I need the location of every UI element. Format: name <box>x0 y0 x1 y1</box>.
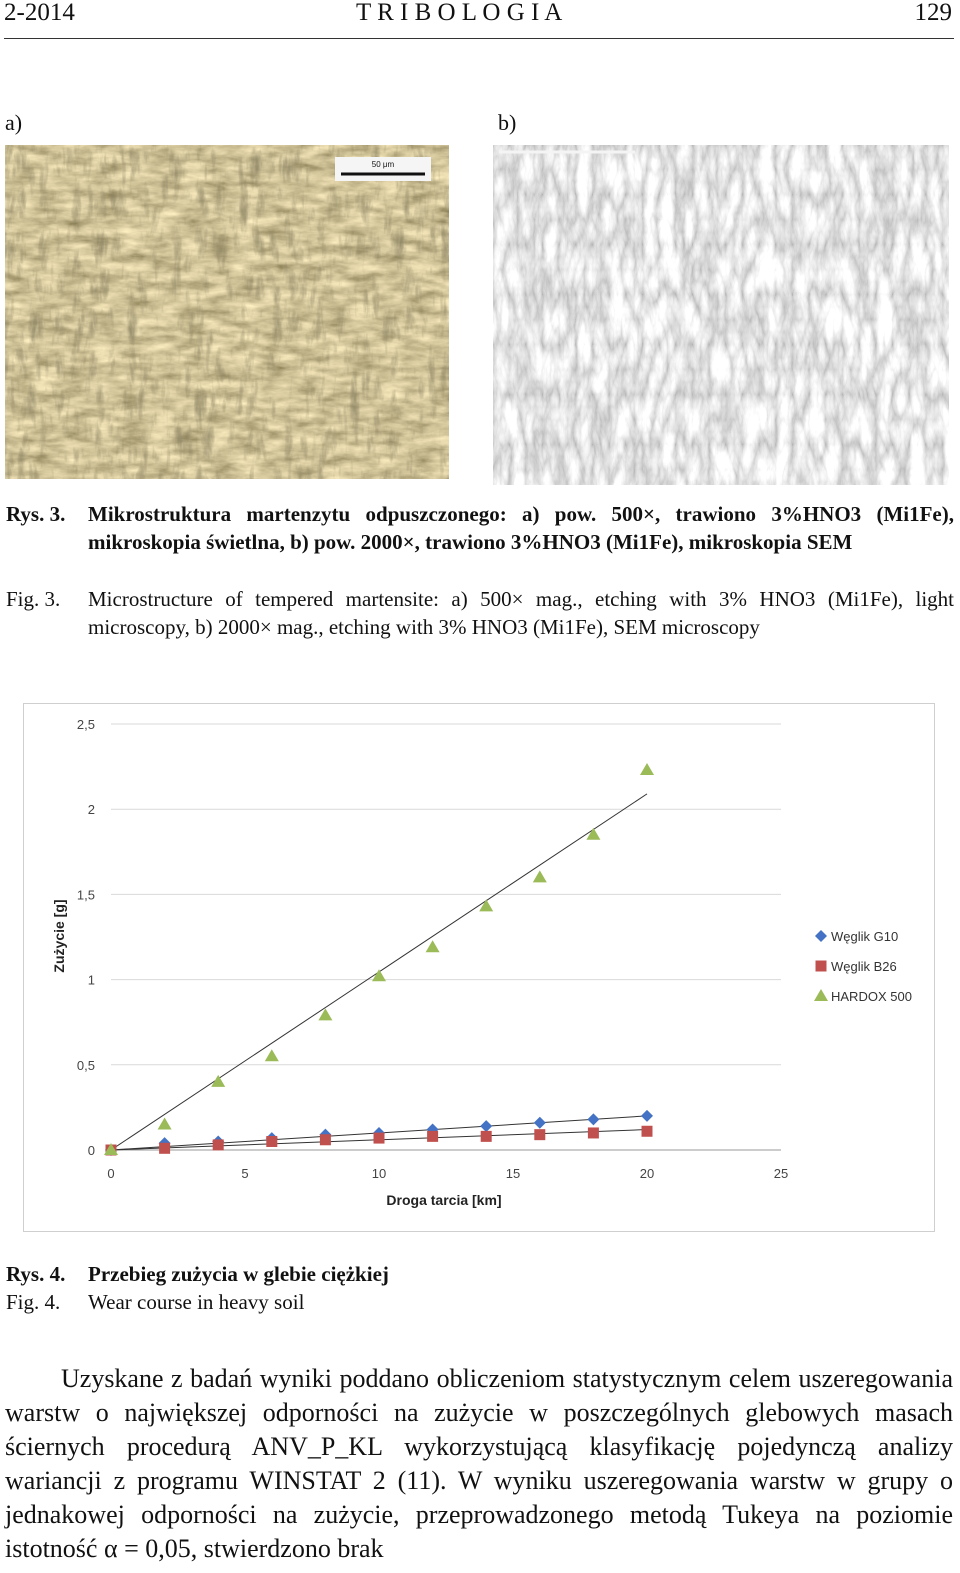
y-axis-label: Zużycie [g] <box>51 899 67 973</box>
data-point <box>211 1075 225 1087</box>
data-point <box>265 1049 279 1061</box>
data-point <box>586 828 600 840</box>
figure-3a-label: a) <box>5 110 23 135</box>
figure-3-label-pl: Rys. 3. <box>6 502 66 526</box>
chart-grid <box>111 724 781 1150</box>
figure-3b-label: b) <box>498 110 517 135</box>
y-tick-label: 1,5 <box>76 887 95 903</box>
issue-number: 2-2014 <box>4 0 75 26</box>
scale-bar-label: 50 μm <box>371 160 395 169</box>
figure-4-caption-en <box>0 1288 960 1318</box>
x-tick-label: 15 <box>505 1166 521 1181</box>
figure-4-label-en: Fig. 4. <box>6 1290 61 1314</box>
legend-marker <box>815 930 827 942</box>
y-tick-label: 0 <box>87 1143 95 1158</box>
header-rule <box>4 38 954 39</box>
data-point <box>374 1133 385 1144</box>
data-point <box>427 1131 438 1142</box>
data-point <box>479 899 493 911</box>
figure-3-label-en: Fig. 3. <box>6 587 61 611</box>
body-paragraph-text: Uzyskane z badań wyniki poddano obliczeniom statystycznym celem uszeregowania warstw o największej odporności na zużycie w poszczególnych glebowych masach ściernych procedurą ANV_P_KL wykorzystującą klasyfikację pojedynczą analizy wariancji z programu WINSTAT 2 (11). W wyniku uszeregowania warstw w grupy o jednakowej odporności na zużycie, przeprowadzonego metodą Tukeya na poziomie istotność α = 0,05, stwierdzono brak <box>5 1364 953 1563</box>
data-point <box>320 1134 331 1145</box>
legend-marker <box>814 989 828 1001</box>
chart-legend <box>814 929 912 1004</box>
y-tick-label: 2 <box>87 802 95 818</box>
data-point <box>266 1136 277 1147</box>
x-tick-label: 25 <box>773 1166 789 1181</box>
figure-4-label-pl: Rys. 4. <box>6 1262 66 1286</box>
data-point <box>641 1110 653 1122</box>
y-tick-label: 2,5 <box>76 717 95 732</box>
data-point <box>158 1117 172 1129</box>
figure-3-caption-en <box>0 585 960 645</box>
body-paragraph <box>5 1362 953 1566</box>
x-tick-labels <box>107 1166 788 1181</box>
y-tick-labels <box>77 717 95 1158</box>
legend-label: HARDOX 500 <box>831 989 912 1004</box>
page-number: 129 <box>914 0 952 26</box>
data-point <box>640 763 654 775</box>
figure-3-text-en: Microstructure of tempered martensite: a) 500× mag., etching with 3% HNO3 (Mi1Fe), light microscopy, b) 2000× mag., etching with 3% HNO3 (Mi1Fe), SEM microscopy <box>88 587 954 639</box>
wear-chart-svg <box>24 704 934 1231</box>
x-tick-label: 0 <box>107 1166 115 1181</box>
journal-title: T R I B O L O G I A <box>356 0 563 26</box>
y-tick-label: 0,5 <box>76 1057 95 1073</box>
data-point <box>481 1131 492 1142</box>
x-tick-label: 10 <box>371 1166 387 1181</box>
sem-micrograph <box>493 145 949 485</box>
figure-4-text-en: Wear course in heavy soil <box>88 1290 305 1314</box>
data-point <box>534 1129 545 1140</box>
data-point <box>642 1126 653 1137</box>
x-tick-label: 20 <box>639 1166 655 1181</box>
figure-4-caption-pl <box>0 1260 960 1290</box>
legend-label: Węglik B26 <box>831 959 897 974</box>
data-point <box>588 1127 599 1138</box>
data-point <box>318 1008 332 1020</box>
light-micrograph <box>5 145 449 479</box>
y-tick-label: 1 <box>87 972 95 988</box>
figure-4-text-pl: Przebieg zużycia w glebie ciężkiej <box>88 1262 389 1286</box>
figure-3-text-pl: Mikrostruktura martenzytu odpuszczonego: a) pow. 500×, trawiono 3%HNO3 (Mi1Fe), mikroskopia świetlna, b) pow. 2000×, trawiono 3%HNO3 (Mi1Fe), mikroskopia SEM <box>88 502 954 554</box>
legend-marker <box>816 961 827 972</box>
data-point <box>213 1139 224 1150</box>
data-point <box>159 1143 170 1154</box>
x-axis-label: Droga tarcia [km] <box>386 1192 502 1208</box>
data-point <box>533 870 547 882</box>
data-point <box>426 940 440 952</box>
legend-label: Węglik G10 <box>831 929 899 944</box>
figure-3-caption-pl <box>0 500 960 590</box>
x-tick-label: 5 <box>241 1166 249 1181</box>
data-point <box>587 1113 599 1125</box>
wear-chart <box>23 703 935 1232</box>
data-point <box>480 1120 492 1132</box>
data-markers <box>104 763 654 1156</box>
data-point <box>534 1117 546 1129</box>
